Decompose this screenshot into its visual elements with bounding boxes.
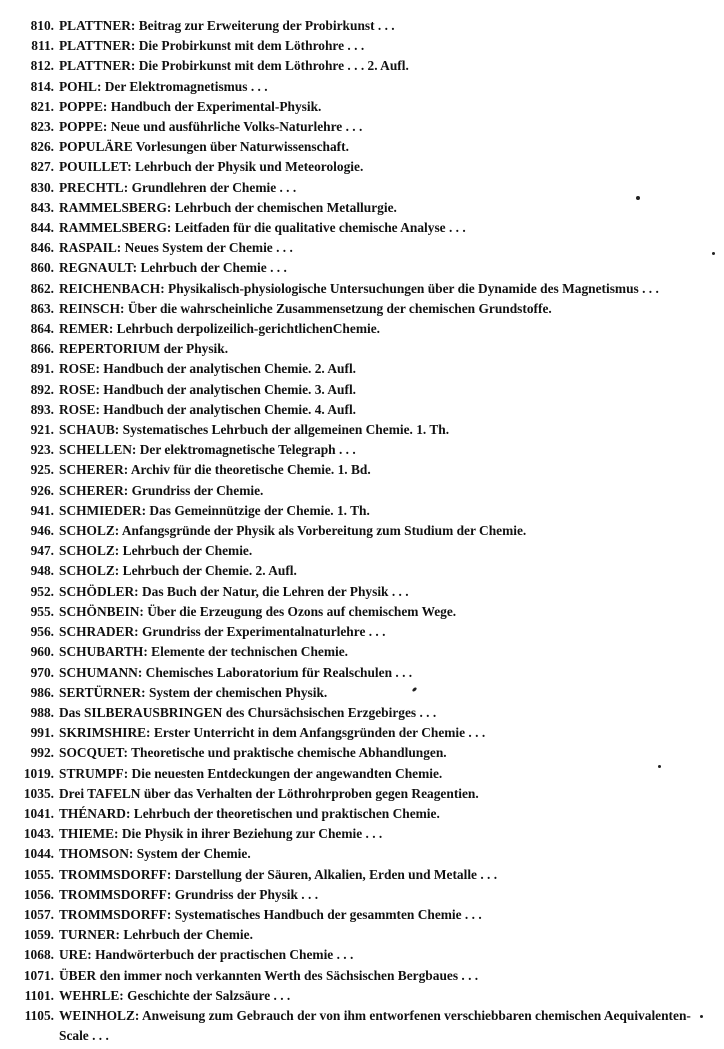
entry-author: SCHRADER:	[59, 624, 139, 640]
list-item	[0, 703, 724, 723]
entry-author: POPPE:	[59, 98, 108, 114]
list-item	[0, 582, 724, 602]
entry-author: RAMMELSBERG:	[59, 220, 172, 236]
entry-author: TROMMSDORFF:	[59, 866, 172, 882]
entry-title: Über die Erzeugung des Ozons auf chemischem Wege.	[147, 603, 457, 619]
list-item	[0, 865, 724, 885]
entry-author: STRUMPF:	[59, 765, 129, 781]
entry-author: Das	[59, 704, 81, 720]
list-item	[0, 622, 724, 642]
entry-author: REINSCH:	[59, 300, 125, 316]
entry-title: Systematisches Lehrbuch der allgemeinen Chemie. 1. Th.	[122, 422, 450, 438]
entry-author: RAMMELSBERG:	[59, 199, 172, 215]
list-item	[0, 238, 724, 258]
entry-author: POPPE:	[59, 119, 108, 135]
entry-number: 860.	[30, 260, 54, 276]
entry-title: Lehrbuch der Physik und Meteorologie.	[135, 159, 364, 175]
entry-number: 1055.	[23, 866, 54, 882]
entry-number: 947.	[30, 543, 54, 559]
entry-number: 921.	[30, 422, 54, 438]
list-item	[0, 440, 724, 460]
entry-author: SCHOLZ:	[59, 563, 120, 579]
entry-number: 952.	[30, 583, 54, 599]
entry-title: Physikalisch-physiologische Untersuchungen über die Dynamide des Magnetismus . . .	[168, 280, 659, 296]
list-item	[0, 945, 724, 965]
entry-author: ROSE:	[59, 401, 100, 417]
entry-author: TROMMSDORFF:	[59, 886, 172, 902]
list-item	[0, 824, 724, 844]
entry-title: Lehrbuch der chemischen Metallurgie.	[174, 199, 397, 215]
entry-author: PLATTNER:	[59, 58, 136, 74]
list-item	[0, 178, 724, 198]
entry-number: 1068.	[23, 947, 54, 963]
entry-number: 893.	[30, 401, 54, 417]
entry-author: SKRIMSHIRE:	[59, 725, 151, 741]
entry-author: ROSE:	[59, 361, 100, 377]
entry-title: Grundriss der Experimentalnaturlehre . . .	[141, 624, 386, 640]
list-item	[0, 602, 724, 622]
list-item	[0, 844, 724, 864]
scan-speck	[712, 252, 715, 255]
entry-author: REICHENBACH:	[59, 280, 165, 296]
entry-number: 955.	[30, 603, 54, 619]
entry-number: 811.	[31, 38, 54, 54]
entry-author: SCHERER:	[59, 462, 129, 478]
entry-number: 946.	[30, 523, 54, 539]
entry-title: Darstellung der Säuren, Alkalien, Erden und Metalle . . .	[174, 866, 498, 882]
list-item	[0, 663, 724, 683]
entry-title: Erster Unterricht in dem Anfangsgründen der Chemie . . .	[153, 725, 486, 741]
entry-author: RASPAIL:	[59, 240, 122, 256]
entry-author: TROMMSDORFF:	[59, 906, 172, 922]
list-item	[0, 279, 724, 299]
entry-number: 991.	[30, 725, 54, 741]
entry-number: 941.	[30, 502, 54, 518]
entry-number: 926.	[30, 482, 54, 498]
entry-title: Lehrbuch der Chemie.	[123, 927, 253, 943]
list-item	[0, 642, 724, 662]
entry-title: Neues System der Chemie . . .	[124, 240, 293, 256]
entry-title: Vorlesungen über Naturwissenschaft.	[135, 139, 349, 155]
entry-author: PRECHTL:	[59, 179, 129, 195]
entry-number: 846.	[30, 240, 54, 256]
list-item	[0, 339, 724, 359]
entry-title: System der Chemie.	[136, 846, 251, 862]
entry-title: Der Elektromagnetismus . . .	[104, 78, 268, 94]
list-item	[0, 501, 724, 521]
entry-author: SCHÖDLER:	[59, 583, 139, 599]
entry-author: ROSE:	[59, 381, 100, 397]
entry-author: POPULÄRE	[59, 139, 133, 155]
list-item	[0, 420, 724, 440]
entry-author: SCHELLEN:	[59, 442, 137, 458]
entry-title: Beitrag zur Erweiterung der Probirkunst . . .	[138, 18, 395, 33]
list-item	[0, 481, 724, 501]
list-item	[0, 137, 724, 157]
entry-title: SILBERAUSBRINGEN des Chursächsischen Erzgebirges . . .	[83, 704, 437, 720]
entry-number: 812.	[30, 58, 54, 74]
list-item	[0, 16, 724, 36]
list-item	[0, 905, 724, 925]
entry-author: SCHUMANN:	[59, 664, 143, 680]
entry-title: Die Physik in ihrer Beziehung zur Chemie . . .	[121, 826, 383, 842]
entry-number: 986.	[30, 684, 54, 700]
list-item	[0, 218, 724, 238]
entry-number: 948.	[30, 563, 54, 579]
entry-author: WEINHOLZ:	[59, 1007, 140, 1023]
list-item	[0, 986, 724, 1006]
entry-title: Handbuch der Experimental-Physik.	[110, 98, 322, 114]
list-item	[0, 359, 724, 379]
entry-title: TAFELN über das Verhalten der Löthrohrproben gegen Reagentien.	[87, 785, 479, 801]
entry-number: 844.	[30, 220, 54, 236]
scan-speck	[700, 1015, 703, 1018]
entry-number: 821.	[30, 98, 54, 114]
entry-number: 864.	[30, 321, 54, 337]
entry-title: Handbuch der analytischen Chemie. 4. Aufl.	[103, 401, 357, 417]
entry-title: Die Probirkunst mit dem Löthrohre . . .	[138, 38, 365, 54]
entry-number: 956.	[30, 624, 54, 640]
list-item	[0, 541, 724, 561]
entry-author: THÉNARD:	[59, 805, 131, 821]
list-item	[0, 117, 724, 137]
entry-author: REGNAULT:	[59, 260, 138, 276]
entry-title: Theoretische und praktische chemische Abhandlungen.	[131, 745, 447, 761]
entry-title: Systematisches Handbuch der gesammten Chemie . . .	[174, 906, 482, 922]
entry-number: 925.	[30, 462, 54, 478]
entry-number: 970.	[30, 664, 54, 680]
entry-number: 992.	[30, 745, 54, 761]
entry-author: SCHOLZ:	[59, 523, 120, 539]
list-item	[0, 804, 724, 824]
entry-author: SOCQUET:	[59, 745, 128, 761]
entry-title: Über die wahrscheinliche Zusammensetzung der chemischen Grundstoffe.	[127, 300, 552, 316]
entry-title: Handwörterbuch der practischen Chemie . . .	[95, 947, 354, 963]
entry-title: Das Gemeinnützige der Chemie. 1. Th.	[149, 502, 370, 518]
list-item	[0, 77, 724, 97]
entry-number: 1044.	[23, 846, 54, 862]
entry-number: 1071.	[23, 967, 54, 983]
entry-author: Drei	[59, 785, 85, 801]
entry-number: 826.	[30, 139, 54, 155]
entry-title: den immer noch verkannten Werth des Sächsischen Bergbaues . . .	[99, 967, 479, 983]
entry-title: Die neuesten Entdeckungen der angewandten Chemie.	[131, 765, 443, 781]
list-item	[0, 784, 724, 804]
entry-title: System der chemischen Physik.	[148, 684, 328, 700]
entry-author: REMER:	[59, 321, 114, 337]
list-item	[0, 925, 724, 945]
entry-title: Neue und ausführliche Volks-Naturlehre . . .	[110, 119, 363, 135]
entry-number: 1035.	[23, 785, 54, 801]
entry-number: 923.	[30, 442, 54, 458]
entry-author: THOMSON:	[59, 846, 134, 862]
entry-number: 1019.	[23, 765, 54, 781]
entry-title: der Physik.	[163, 341, 229, 357]
entry-author: URE:	[59, 947, 92, 963]
entry-title: Grundlehren der Chemie . . .	[131, 179, 297, 195]
entry-number: 1056.	[23, 886, 54, 902]
entry-author: SCHAUB:	[59, 422, 120, 438]
entry-author: PLATTNER:	[59, 18, 136, 33]
entry-number: 827.	[30, 159, 54, 175]
entry-title: Archiv für die theoretische Chemie. 1. Bd.	[130, 462, 371, 478]
entry-number: 1101.	[24, 987, 54, 1003]
entry-author: POUILLET:	[59, 159, 132, 175]
entry-author: WEHRLE:	[59, 987, 124, 1003]
list-item	[0, 258, 724, 278]
entry-number: 960.	[30, 644, 54, 660]
list-item	[0, 723, 724, 743]
list-item	[0, 743, 724, 763]
entry-title: Das Buch der Natur, die Lehren der Physik . . .	[141, 583, 409, 599]
entry-author: SERTÜRNER:	[59, 684, 146, 700]
scan-speck	[636, 196, 640, 200]
entry-number: 1105.	[24, 1007, 54, 1023]
list-item	[0, 885, 724, 905]
entry-number: 862.	[30, 280, 54, 296]
entry-title: Handbuch der analytischen Chemie. 2. Aufl.	[103, 361, 357, 377]
list-item	[0, 36, 724, 56]
list-item	[0, 460, 724, 480]
list-item	[0, 157, 724, 177]
entry-number: 988.	[30, 704, 54, 720]
list-item	[0, 1006, 724, 1046]
entry-title: Lehrbuch der Chemie . . .	[140, 260, 287, 276]
list-item	[0, 319, 724, 339]
entry-number: 866.	[30, 341, 54, 357]
list-item	[0, 683, 724, 703]
list-item	[0, 299, 724, 319]
entry-title: Grundriss der Physik . . .	[174, 886, 319, 902]
list-item	[0, 400, 724, 420]
list-item	[0, 966, 724, 986]
entry-number: 810.	[30, 18, 54, 33]
entry-author: THIEME:	[59, 826, 119, 842]
list-item	[0, 97, 724, 117]
list-item	[0, 380, 724, 400]
entry-number: 830.	[30, 179, 54, 195]
entry-title: Geschichte der Salzsäure . . .	[127, 987, 291, 1003]
entry-number: 1059.	[23, 927, 54, 943]
entry-number: 863.	[30, 300, 54, 316]
entry-author: ÜBER	[59, 967, 97, 983]
entry-title: Grundriss der Chemie.	[131, 482, 264, 498]
entry-number: 1043.	[23, 826, 54, 842]
entry-number: 843.	[30, 199, 54, 215]
entry-author: REPERTORIUM	[59, 341, 161, 357]
list-item	[0, 521, 724, 541]
list-item	[0, 198, 724, 218]
list-item	[0, 561, 724, 581]
entry-number: 891.	[30, 361, 54, 377]
entry-number: 814.	[30, 78, 54, 94]
entry-title: Die Probirkunst mit dem Löthrohre . . . 2. Aufl.	[138, 58, 409, 74]
entry-title: Lehrbuch derpolizeilich-gerichtlichenChemie.	[116, 321, 380, 337]
entry-author: SCHMIEDER:	[59, 502, 147, 518]
entry-author: SCHOLZ:	[59, 543, 120, 559]
scan-speck	[658, 765, 661, 768]
entry-title: Leitfaden für die qualitative chemische Analyse . . .	[174, 220, 466, 236]
entry-title: Anfangsgründe der Physik als Vorbereitung zum Studium der Chemie.	[121, 523, 527, 539]
entry-number: 823.	[30, 119, 54, 135]
entry-title: Lehrbuch der theoretischen und praktischen Chemie.	[133, 805, 440, 821]
list-item	[0, 56, 724, 76]
entry-title: Elemente der technischen Chemie.	[151, 644, 349, 660]
entry-number: 1057.	[23, 906, 54, 922]
list-item	[0, 764, 724, 784]
entry-author: SCHUBARTH:	[59, 644, 148, 660]
entry-number: 1041.	[23, 805, 54, 821]
entry-title: Chemisches Laboratorium für Realschulen . . .	[145, 664, 413, 680]
entry-title: Lehrbuch der Chemie.	[122, 543, 253, 559]
bibliography-list	[0, 16, 724, 1046]
entry-author: TURNER:	[59, 927, 121, 943]
entry-title: Handbuch der analytischen Chemie. 3. Aufl.	[103, 381, 357, 397]
entry-title: Anweisung zum Gebrauch der von ihm entworfenen verschiebbaren chemischen Aequivalenten-Scale . . .	[59, 1007, 691, 1044]
entry-author: SCHERER:	[59, 482, 129, 498]
entry-author: POHL:	[59, 78, 102, 94]
entry-title: Lehrbuch der Chemie. 2. Aufl.	[122, 563, 297, 579]
entry-number: 892.	[30, 381, 54, 397]
entry-author: SCHÖNBEIN:	[59, 603, 144, 619]
entry-title: Der elektromagnetische Telegraph . . .	[139, 442, 356, 458]
entry-author: PLATTNER:	[59, 38, 136, 54]
